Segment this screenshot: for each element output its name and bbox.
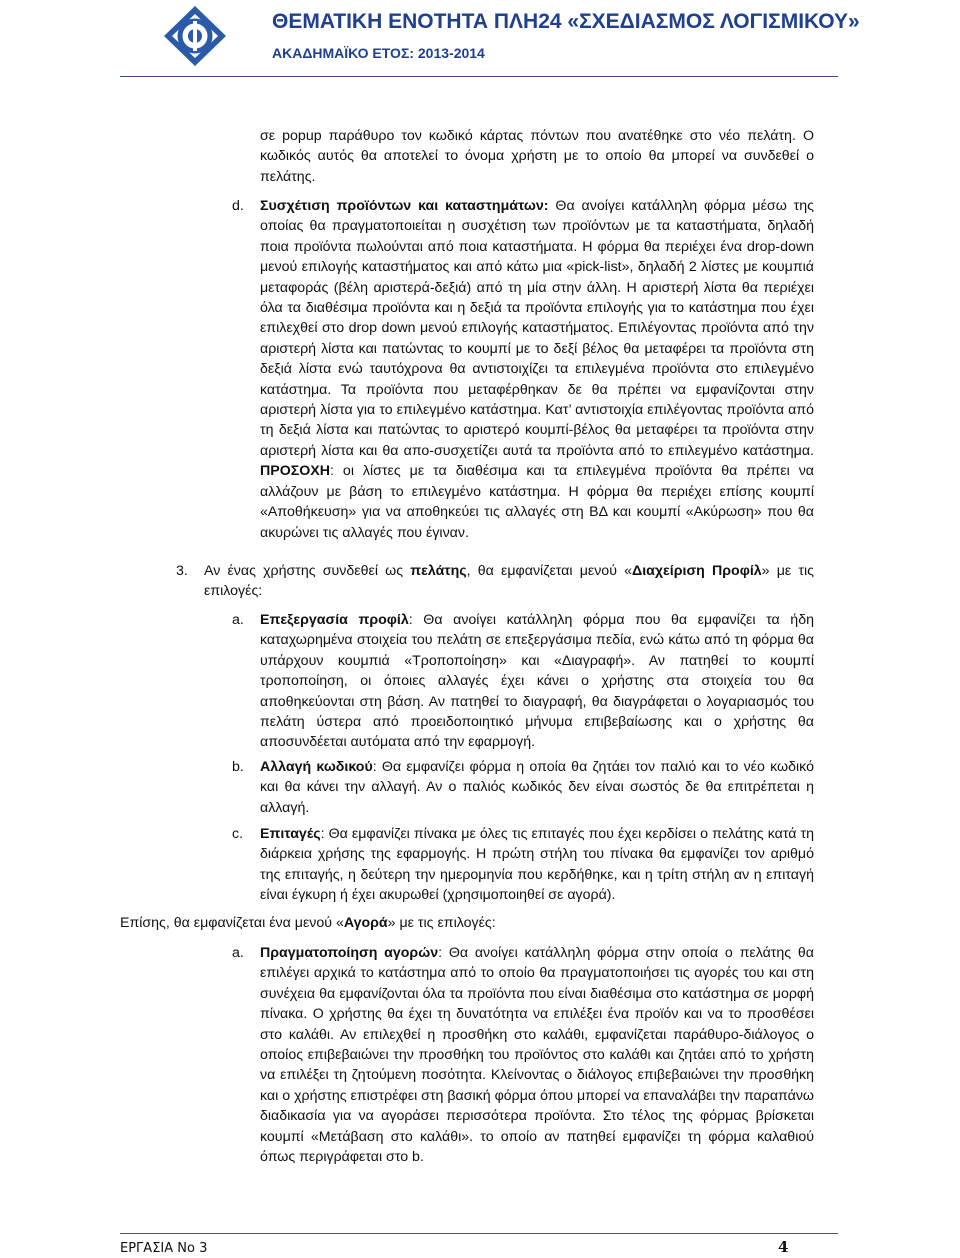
- list-marker-3a: a.: [232, 612, 244, 628]
- header-academic-year: ΑΚΑΔΗΜΑΪΚΟ ΕΤΟΣ: 2013-2014: [272, 45, 485, 61]
- university-logo-icon: [160, 4, 230, 68]
- item-4a-heading: Πραγματοποίηση αγορών: [260, 945, 439, 961]
- footer-label: ΕΡΓΑΣΙΑ Νο 3: [120, 1241, 208, 1256]
- item-3c-heading: Επιταγές: [260, 826, 321, 842]
- item-3-bold-menu: Διαχείριση Προφίλ: [632, 563, 762, 579]
- also-bold-menu: Αγορά: [343, 915, 388, 931]
- list-item-3b: [260, 757, 814, 818]
- footer-divider: [120, 1233, 838, 1234]
- item-3-bold-role: πελάτης: [410, 563, 467, 579]
- page-header: [0, 0, 960, 76]
- item-3a-text: : Θα ανοίγει κατάλληλη φόρμα που θα εμφανίζει τα ήδη καταχωρημένα στοιχεία του πελάτη σε επεξεργάσιμα πεδία, ενώ κάτω από τη φόρμα θα υπάρχουν κουμπιά «Τροποποίηση» και «Διαγραφή». Αν πατηθεί το κουμπί τροποποίηση, οι όποιες αλλαγές έχει κάνει ο χρήστης στα στοιχεία του θα αποθηκεύονται στη βάση. Αν πατηθεί το διαγραφή, θα διαγράφεται ο λογαριασμός του πελάτη ύστερα από προειδοποιητικό μήνυμα επιβεβαίωσης και ο χρήστης θα αποσυνδέεται αυτόματα από την εφαρμογή.: [260, 612, 814, 751]
- item-d-heading: Συσχέτιση προϊόντων και καταστημάτων:: [260, 198, 549, 214]
- item-3-text-3: » με τις επιλογές:: [204, 563, 815, 600]
- list-marker-3b: b.: [232, 759, 244, 775]
- list-marker-3: 3.: [176, 563, 188, 579]
- list-item-3c: [260, 824, 814, 906]
- item-3b-text: : Θα εμφανίζει φόρμα η οποία θα ζητάει τον παλιό και το νέο κωδικό και θα κάνει την αλλαγή. Αν ο παλιός κωδικός δεν είναι σωστός δε θα επιτρέπεται η αλλαγή.: [260, 759, 814, 816]
- item-3-text-2: , θα εμφανίζεται μενού «: [466, 563, 633, 579]
- item-3a-heading: Επεξεργασία προφίλ: [260, 612, 409, 628]
- paragraph-text: σε popup παράθυρο τον κωδικό κάρτας πόντων που ανατέθηκε στο νέο πελάτη. Ο κωδικός αυτός θα αποτελεί το όνομα χρήστη με το οποίο θα μπορεί να συνδεθεί ο πελάτης.: [260, 128, 814, 185]
- continued-paragraph: [260, 126, 814, 187]
- item-4a-text: : Θα ανοίγει κατάλληλη φόρμα στην οποία ο πελάτης θα επιλέγει αρχικά το κατάστημα από το οποίο θα πραγματοποιήσει τις αγορές του και στη συνέχεια θα εμφανίζονται όλα τα προϊόντα που είναι διαθέσιμα στο κατάστημα σε μορφή πίνακα. Ο χρήστης θα έχει τη δυνατότητα να επιλέξει ένα προϊόν και να το προσθέσει στο καλάθι. Αν επιλεχθεί η προσθήκη στο καλάθι, εμφανίζεται παράθυρο-διάλογος ο οποίος επιβεβαιώνει την προσθήκη του προϊόντος στο καλάθι και ζητάει από το χρήστη να επιλέξει τη ζητούμενη ποσότητα. Κλείνοντας ο διάλογος επιβεβαιώνει την προσθήκη και ο χρήστης επιστρέφει στη βασική φόρμα όπου μπορεί να επαναλάβει την παραπάνω διαδικασία για να αγοράσει περισσότερα προϊόντα. Στο τέλος της φόρμας βρίσκεται κουμπί «Μετάβαση στο καλάθι». το οποίο αν πατηθεί εμφανίζει τη φόρμα καλαθιού όπως περιγράφεται στο b.: [260, 945, 814, 1166]
- item-d-note-label: ΠΡΟΣΟΧΗ: [260, 463, 331, 480]
- item-3-text: Αν ένας χρήστης συνδεθεί ως: [204, 563, 411, 579]
- list-marker-3c: c.: [232, 826, 244, 842]
- item-d-text-1: Θα ανοίγει κατάλληλη φόρμα μέσω της οποίας θα πραγματοποιείται η συσχέτιση των προϊόντων με τα καταστήματα, δηλαδή ποια προϊόντα πωλούνται από ποια καταστήματα.: [260, 198, 814, 255]
- list-item-3: [204, 561, 814, 602]
- also-menu-line: [120, 913, 814, 933]
- item-d-note-text: : οι λίστες με τα διαθέσιμα και τα επιλεγμένα προϊόντα θα πρέπει να αλλάζουν με βάση το επιλεγμένο κατάστημα. Η φόρμα θα περιέχει επίσης κουμπί «Αποθήκευση» για να αποθηκεύει τις αλλαγές στη ΒΔ και κουμπί «Ακύρωση» που θα ακυρώνει τις αλλαγές που έγιναν.: [260, 463, 814, 541]
- item-3c-text: : Θα εμφανίζει πίνακα με όλες τις επιταγές που έχει κερδίσει ο πελάτης κατά τη διάρκεια χρήσης της εφαρμογής. Η πρώτη στήλη του πίνακα θα εμφανίζει τον αριθμό της επιταγής, η δεύτερη την ημερομηνία που κερδήθηκε, και η τρίτη στήλη αν η επιταγή είναι έγκυρη ή έχει ακυρωθεί (χρησιμοποιηθεί σε αγορά).: [260, 826, 814, 904]
- list-marker-d: d.: [232, 198, 244, 214]
- list-item-4a: [260, 943, 814, 1167]
- item-d-text-2: Η φόρμα θα περιέχει ένα drop-down μενού επιλογής καταστήματος και από κάτω μια «pick-list», δηλαδή 2 λίστες με κουμπιά μεταφοράς (βέλη αριστερά-δεξιά) από τη μία στην άλλη. Η αριστερή λίστα θα περιέχει όλα τα διαθέσιμα προϊόντα και η δεξιά τα προϊόντα επιλογής για το κατάστημα που έχει επιλεχθεί στο drop down μενού επιλογής καταστήματος. Επιλέγοντας προϊόντα από την αριστερή λίστα και πατώντας το κουμπί με το δεξί βέλος θα μεταφέρει τα προϊόντα στη δεξιά λίστα ενώ ταυτόχρονα θα αντιστοιχίζει τα επιλεγμένα προϊόντα στο επιλεγμένο κατάστημα. Τα προϊόντα που μεταφέρθηκαν δε θα πρέπει να εμφανίζονται στην αριστερή λίστα για το επιλεγμένο κατάστημα. Κατ’ αντιστοιχία επιλέγοντας προϊόντα από τη δεξιά λίστα και πατώντας το αριστερό κουμπί-βέλος θα μεταφέρει τα προϊόντα στην αριστερή λίστα και θα απο-συσχετίζει αυτά τα προϊόντα από το επιλεγμένο κατάστημα.: [260, 238, 815, 459]
- item-3b-heading: Αλλαγή κωδικού: [260, 759, 373, 775]
- list-item-d: [260, 196, 814, 543]
- header-divider: [120, 76, 838, 77]
- page-number: 4: [778, 1238, 789, 1256]
- also-text: Επίσης, θα εμφανίζεται ένα μενού «: [120, 915, 344, 931]
- also-text-2: » με τις επιλογές:: [387, 915, 496, 931]
- list-marker-4a: a.: [232, 945, 244, 961]
- list-item-3a: [260, 610, 814, 753]
- header-title: ΘΕΜΑΤΙΚΗ ΕΝΟΤΗΤΑ ΠΛΗ24 «ΣΧΕΔΙΑΣΜΟΣ ΛΟΓΙΣΜΙΚΟΥ»: [272, 10, 860, 33]
